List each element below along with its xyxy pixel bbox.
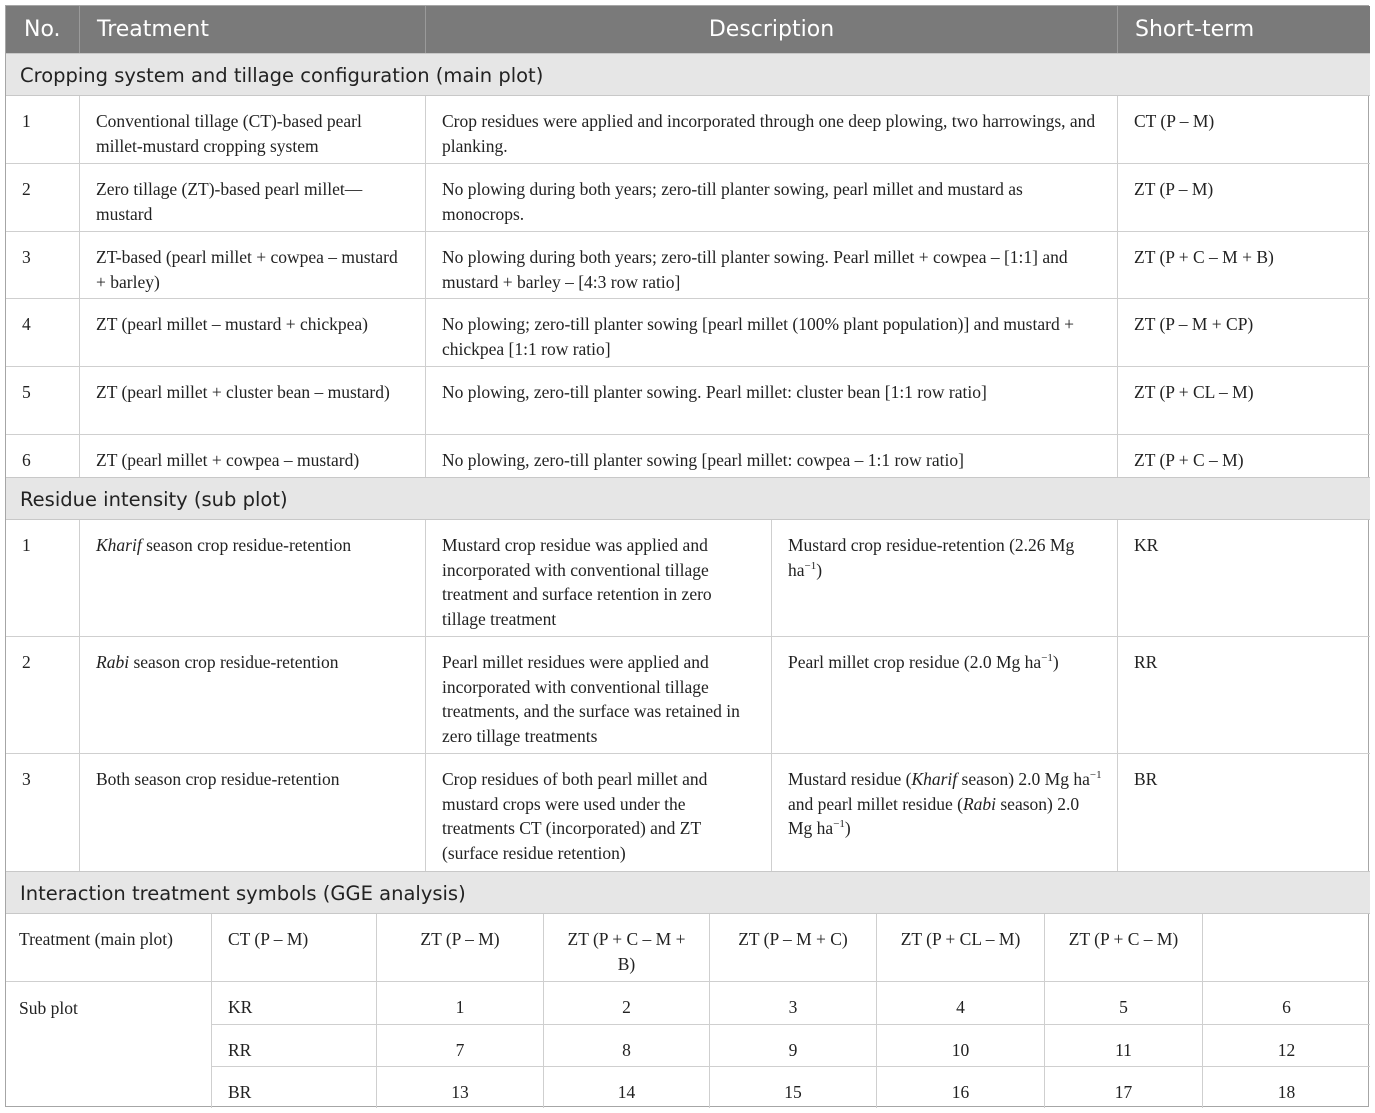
interaction-header-row [6, 914, 1370, 982]
row-number: 5 [6, 367, 80, 434]
row-number: 1 [6, 96, 80, 163]
interaction-value: 16 [877, 1067, 1045, 1108]
treatment-cell: ZT (pearl millet + cowpea – mustard) [80, 435, 426, 477]
detail-text: Mustard residue ( [788, 769, 912, 789]
description-cell: Pearl millet residues were applied and incorporated with conventional tillage treatments, and the surface was retained in zero tillage treatments [426, 637, 772, 753]
treatment-table [5, 5, 1369, 1107]
sub-plot-code: RR [212, 1025, 377, 1066]
interaction-value: 6 [1282, 997, 1291, 1017]
table-row [212, 982, 1370, 1025]
table-row [6, 637, 1370, 754]
interaction-value: 8 [544, 1025, 710, 1066]
short-term-cell: ZT (P – M + CP) [1134, 314, 1254, 334]
treatment-cell: ZT-based (pearl millet + cowpea – mustard + barley) [80, 232, 426, 298]
table-row [6, 299, 1370, 367]
detail-text: and pearl millet residue ( [788, 793, 963, 814]
treatment-text: season crop residue-retention [141, 535, 352, 555]
treatment-text: season crop residue-retention [129, 652, 339, 672]
interaction-value: 17 [1045, 1067, 1203, 1108]
unit-superscript: −1 [1089, 769, 1102, 782]
interaction-value: 7 [377, 1025, 544, 1066]
description-cell: Crop residues of both pearl millet and mustard crops were used under the treatments CT (incorporated) and ZT (surface residue retention) [426, 754, 772, 871]
short-term-cell: KR [1134, 535, 1159, 555]
table-row [212, 1025, 1370, 1067]
description-cell: No plowing, zero-till planter sowing [pearl millet: cowpea – 1:1 row ratio] [426, 435, 1118, 477]
interaction-column-header: ZT (P + C – M + B) [544, 914, 710, 981]
table-row [6, 96, 1370, 164]
description-cell: No plowing, zero-till planter sowing. Pearl millet: cluster bean [1:1 row ratio] [426, 367, 1118, 434]
description-cell: Crop residues were applied and incorporated through one deep plowing, two harrowings, and planking. [426, 96, 1118, 163]
description-detail-cell [772, 754, 1118, 871]
interaction-value: 13 [377, 1067, 544, 1108]
interaction-value: 5 [1045, 982, 1203, 1024]
short-term-cell: ZT (P – M) [1134, 179, 1214, 199]
short-term-cell: ZT (P + C – M) [1134, 450, 1244, 470]
description-cell: No plowing during both years; zero-till planter sowing. Pearl millet + cowpea – [1:1] and mustard + barley – [4:3 row ratio] [426, 232, 1118, 298]
empty-header-cell [1203, 914, 1370, 981]
treatment-cell: Conventional tillage (CT)-based pearl millet-mustard cropping system [80, 96, 426, 163]
season-italic: Kharif [96, 535, 142, 555]
header-no: No. [6, 6, 80, 53]
short-term-cell: ZT (P + C – M + B) [1134, 247, 1274, 267]
interaction-value: 2 [544, 982, 710, 1024]
interaction-column-header: CT (P – M) [212, 914, 377, 981]
interaction-value: 10 [877, 1025, 1045, 1066]
description-cell: No plowing; zero-till planter sowing [pearl millet (100% plant population)] and mustard + chickpea [1:1 row ratio] [426, 299, 1118, 366]
treatment-cell: Both season crop residue-retention [80, 754, 426, 871]
season-italic: Rabi [962, 793, 996, 814]
table-row [6, 520, 1370, 637]
interaction-value: 14 [544, 1067, 710, 1108]
section-title-main-plot: Cropping system and tillage configuration (main plot) [6, 53, 1370, 96]
detail-text: ) [844, 818, 851, 838]
short-term-cell: BR [1134, 769, 1158, 789]
detail-text: season) 2.0 Mg ha [788, 793, 1080, 838]
row-number: 2 [6, 164, 80, 231]
season-italic: Kharif [911, 769, 958, 789]
table-row [6, 367, 1370, 435]
interaction-value: 18 [1277, 1082, 1296, 1102]
detail-text: ) [1052, 652, 1059, 672]
description-detail-cell [772, 637, 1118, 753]
detail-text: season) 2.0 Mg ha [957, 769, 1090, 789]
interaction-value: 9 [710, 1025, 877, 1066]
detail-text: Pearl millet crop residue (2.0 Mg ha [788, 652, 1042, 672]
short-term-cell: RR [1134, 652, 1158, 672]
row-number: 3 [6, 232, 80, 298]
table-row [6, 164, 1370, 232]
interaction-value: 12 [1277, 1040, 1296, 1060]
row-number: 6 [6, 435, 80, 477]
section-title-sub-plot: Residue intensity (sub plot) [6, 477, 1370, 520]
interaction-value: 3 [710, 982, 877, 1024]
sub-plot-label: Sub plot [6, 982, 212, 1108]
treatment-cell [80, 520, 426, 636]
table-row [6, 754, 1370, 871]
header-treatment: Treatment [80, 6, 426, 53]
row-number: 4 [6, 299, 80, 366]
header-short-term: Short-term [1135, 17, 1255, 42]
short-term-cell: CT (P – M) [1134, 111, 1215, 131]
interaction-column-header: ZT (P – M) [377, 914, 544, 981]
interaction-column-header: ZT (P + C – M) [1045, 914, 1203, 981]
table-row [6, 232, 1370, 299]
season-italic: Rabi [96, 652, 130, 672]
treatment-cell: ZT (pearl millet + cluster bean – mustard) [80, 367, 426, 434]
description-cell: Mustard crop residue was applied and incorporated with conventional tillage treatment and surface retention in zero tillage treatment [426, 520, 772, 636]
interaction-column-header: ZT (P – M + C) [710, 914, 877, 981]
sub-plot-code: KR [212, 982, 377, 1024]
description-detail-cell [772, 520, 1118, 636]
treatment-cell: Zero tillage (ZT)-based pearl millet—mustard [80, 164, 426, 231]
treatment-cell [80, 637, 426, 753]
detail-text: ) [816, 559, 823, 580]
interaction-value: 15 [710, 1067, 877, 1108]
description-cell: No plowing during both years; zero-till planter sowing, pearl millet and mustard as monocrops. [426, 164, 1118, 231]
table-row [6, 435, 1370, 477]
unit-superscript: −1 [833, 818, 845, 831]
row-number: 1 [6, 520, 80, 636]
header-description: Description [426, 6, 1118, 53]
table-header [6, 6, 1370, 53]
table-row [212, 1067, 1370, 1108]
sub-plot-code: BR [212, 1067, 377, 1108]
treatment-cell: ZT (pearl millet – mustard + chickpea) [80, 299, 426, 366]
section-title-interaction: Interaction treatment symbols (GGE analysis) [6, 871, 1370, 914]
interaction-value: 1 [377, 982, 544, 1024]
row-number: 3 [6, 754, 80, 871]
row-number: 2 [6, 637, 80, 753]
interaction-value: 4 [877, 982, 1045, 1024]
unit-superscript: −1 [1041, 652, 1053, 665]
detail-text: Mustard crop residue-retention (2.26 Mg ha [788, 535, 1075, 580]
treatment-main-plot-label: Treatment (main plot) [6, 914, 212, 981]
interaction-value: 11 [1045, 1025, 1203, 1066]
interaction-column-header: ZT (P + CL – M) [877, 914, 1045, 981]
unit-superscript: −1 [804, 559, 817, 572]
short-term-cell: ZT (P + CL – M) [1134, 382, 1254, 402]
